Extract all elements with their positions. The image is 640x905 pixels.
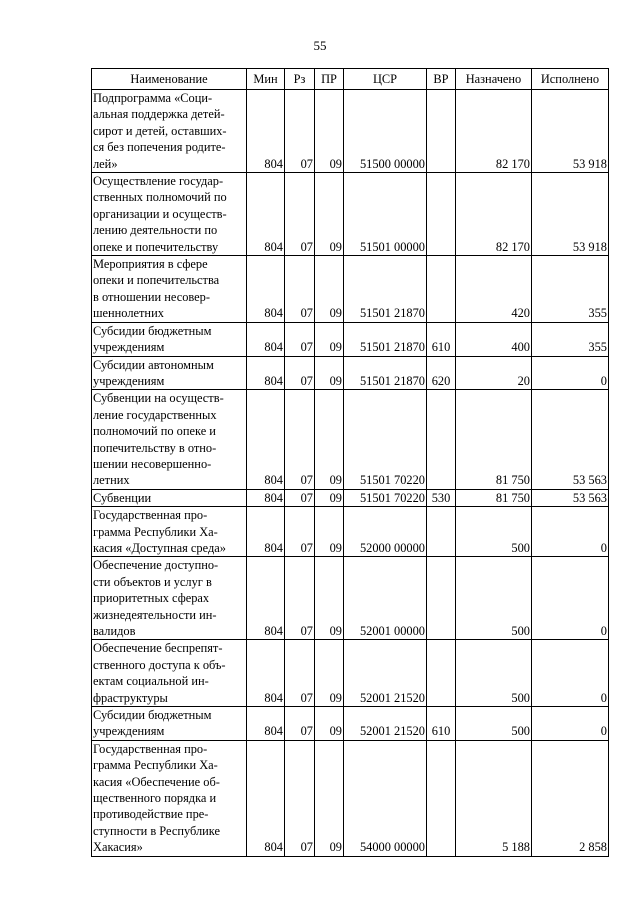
row-name (92, 557, 247, 640)
row-name-line: фраструктуры (93, 690, 168, 705)
row-min: 804 (247, 489, 285, 506)
row-name-line: попечительству в отно- (93, 440, 217, 455)
header-min: Мин (247, 69, 285, 90)
row-executed: 53 918 (532, 90, 609, 173)
row-name-line: организации и осуществ- (93, 206, 227, 221)
row-csr: 51501 00000 (344, 173, 427, 256)
row-name-line: ственных полномочий по (93, 190, 227, 205)
row-name-line: Хакасия» (93, 840, 143, 855)
row-name-line: Субсидии бюджетным (93, 708, 212, 723)
row-csr: 51501 21870 (344, 322, 427, 356)
row-assigned: 500 (456, 707, 532, 741)
row-name (92, 489, 247, 506)
row-name-line: ектам социальной ин- (93, 674, 209, 689)
row-executed: 355 (532, 322, 609, 356)
row-min: 804 (247, 507, 285, 557)
row-name-line: Осуществление государ- (93, 174, 224, 189)
header-csr: ЦСР (344, 69, 427, 90)
row-executed: 355 (532, 256, 609, 323)
row-rz: 07 (285, 507, 315, 557)
row-csr: 51501 70220 (344, 390, 427, 489)
row-rz: 07 (285, 740, 315, 856)
table-row (92, 90, 609, 173)
row-assigned: 82 170 (456, 90, 532, 173)
row-name-line: Обеспечение беспрепят- (93, 641, 223, 656)
row-min: 804 (247, 390, 285, 489)
row-pr: 09 (315, 173, 344, 256)
budget-table (91, 68, 609, 857)
row-assigned: 81 750 (456, 489, 532, 506)
row-assigned: 500 (456, 507, 532, 557)
row-name-line: Государственная про- (93, 508, 208, 523)
row-name-line: сти объектов и услуг в (93, 574, 212, 589)
row-csr: 52001 21520 (344, 640, 427, 707)
row-name-line: полномочий по опеке и (93, 424, 216, 439)
row-pr: 09 (315, 489, 344, 506)
row-pr: 09 (315, 507, 344, 557)
row-name (92, 390, 247, 489)
row-csr: 51501 21870 (344, 356, 427, 390)
row-name (92, 507, 247, 557)
row-name-line: Подпрограмма «Соци- (93, 91, 213, 105)
row-min: 804 (247, 707, 285, 741)
row-csr: 52000 00000 (344, 507, 427, 557)
row-vr (427, 740, 456, 856)
row-executed: 53 918 (532, 173, 609, 256)
row-min: 804 (247, 90, 285, 173)
row-vr (427, 507, 456, 557)
row-assigned: 20 (456, 356, 532, 390)
header-vr: ВР (427, 69, 456, 90)
row-vr: 620 (427, 356, 456, 390)
row-rz: 07 (285, 707, 315, 741)
row-csr: 51500 00000 (344, 90, 427, 173)
row-csr: 51501 21870 (344, 256, 427, 323)
row-name (92, 640, 247, 707)
table-row (92, 640, 609, 707)
row-name-line: Субвенции на осуществ- (93, 391, 224, 406)
row-pr: 09 (315, 707, 344, 741)
row-executed: 0 (532, 707, 609, 741)
row-name-line: альная поддержка детей- (93, 107, 225, 122)
table-row (92, 507, 609, 557)
row-rz: 07 (285, 356, 315, 390)
header-rz: Рз (285, 69, 315, 90)
row-rz: 07 (285, 390, 315, 489)
row-name-line: ступности в Республике (93, 823, 221, 838)
row-pr: 09 (315, 356, 344, 390)
row-name-line: учреждениям (93, 724, 165, 739)
header-assigned: Назначено (456, 69, 532, 90)
row-csr: 52001 21520 (344, 707, 427, 741)
row-vr: 610 (427, 707, 456, 741)
row-executed: 0 (532, 356, 609, 390)
row-name-line: грамма Республики Ха- (93, 524, 218, 539)
row-rz: 07 (285, 322, 315, 356)
row-name-line: учреждениям (93, 340, 165, 355)
row-name (92, 707, 247, 741)
row-name-line: Субвенции (93, 490, 152, 505)
row-assigned: 500 (456, 640, 532, 707)
table-row (92, 256, 609, 323)
row-assigned: 400 (456, 322, 532, 356)
row-rz: 07 (285, 173, 315, 256)
row-min: 804 (247, 557, 285, 640)
table-row (92, 390, 609, 489)
row-name-line: касия «Обеспечение об- (93, 774, 220, 789)
row-name-line: лей» (93, 156, 118, 171)
header-name: Наименование (92, 69, 247, 90)
page-number: 55 (313, 38, 327, 53)
table-body (92, 90, 609, 857)
row-name-line: щественного порядка и (93, 791, 217, 806)
row-name-line: в отношении несовер- (93, 289, 210, 304)
row-rz: 07 (285, 90, 315, 173)
row-min: 804 (247, 356, 285, 390)
row-assigned: 5 188 (456, 740, 532, 856)
table-row (92, 322, 609, 356)
row-csr: 54000 00000 (344, 740, 427, 856)
row-vr (427, 256, 456, 323)
row-pr: 09 (315, 557, 344, 640)
row-vr (427, 640, 456, 707)
row-name-line: валидов (93, 624, 136, 638)
row-name (92, 740, 247, 856)
row-min: 804 (247, 256, 285, 323)
row-pr: 09 (315, 256, 344, 323)
row-name (92, 90, 247, 173)
row-rz: 07 (285, 557, 315, 640)
row-name-line: противодействие пре- (93, 807, 209, 822)
table-row (92, 557, 609, 640)
row-name-line: грамма Республики Ха- (93, 758, 218, 773)
row-name-line: Государственная про- (93, 741, 208, 756)
row-name-line: летних (93, 473, 130, 488)
row-pr: 09 (315, 640, 344, 707)
row-name-line: шеннолетних (93, 306, 164, 321)
row-name-line: Субсидии бюджетным (93, 323, 212, 338)
row-name-line: Мероприятия в сфере (93, 257, 208, 272)
row-name-line: опеки и попечительства (93, 273, 220, 288)
row-min: 804 (247, 322, 285, 356)
row-rz: 07 (285, 256, 315, 323)
row-pr: 09 (315, 390, 344, 489)
row-name-line: лению деятельности по (93, 223, 218, 238)
row-name (92, 256, 247, 323)
row-executed: 0 (532, 640, 609, 707)
header-pr: ПР (315, 69, 344, 90)
row-assigned: 82 170 (456, 173, 532, 256)
row-name-line: опеке и попечительству (93, 239, 219, 254)
row-executed: 53 563 (532, 489, 609, 506)
row-vr: 530 (427, 489, 456, 506)
table-row (92, 489, 609, 506)
row-pr: 09 (315, 740, 344, 856)
row-name-line: ственного доступа к объ- (93, 657, 226, 672)
row-vr: 610 (427, 322, 456, 356)
row-csr: 52001 00000 (344, 557, 427, 640)
row-rz: 07 (285, 640, 315, 707)
row-executed: 0 (532, 507, 609, 557)
row-name-line: Субсидии автономным (93, 357, 214, 372)
table-row (92, 707, 609, 741)
row-csr: 51501 70220 (344, 489, 427, 506)
row-name-line: учреждениям (93, 373, 165, 388)
row-executed: 2 858 (532, 740, 609, 856)
row-name (92, 322, 247, 356)
row-name-line: ление государственных (93, 407, 217, 422)
row-name-line: Обеспечение доступно- (93, 558, 219, 573)
row-vr (427, 390, 456, 489)
table-header-row (92, 69, 609, 90)
row-pr: 09 (315, 90, 344, 173)
row-assigned: 420 (456, 256, 532, 323)
row-assigned: 500 (456, 557, 532, 640)
row-min: 804 (247, 173, 285, 256)
row-name-line: сирот и детей, оставших- (93, 123, 227, 138)
header-executed: Исполнено (532, 69, 609, 90)
row-name-line: шении несовершенно- (93, 456, 212, 471)
row-name-line: ся без попечения родите- (93, 140, 226, 155)
row-rz: 07 (285, 489, 315, 506)
row-assigned: 81 750 (456, 390, 532, 489)
table-row (92, 173, 609, 256)
row-min: 804 (247, 640, 285, 707)
row-executed: 53 563 (532, 390, 609, 489)
row-name (92, 173, 247, 256)
row-pr: 09 (315, 322, 344, 356)
row-vr (427, 90, 456, 173)
row-vr (427, 173, 456, 256)
row-name (92, 356, 247, 390)
row-name-line: жизнедеятельности ин- (93, 607, 217, 622)
table-row (92, 740, 609, 856)
row-executed: 0 (532, 557, 609, 640)
row-name-line: касия «Доступная среда» (93, 540, 226, 555)
row-vr (427, 557, 456, 640)
table-row (92, 356, 609, 390)
row-min: 804 (247, 740, 285, 856)
row-name-line: приоритетных сферах (93, 591, 210, 606)
